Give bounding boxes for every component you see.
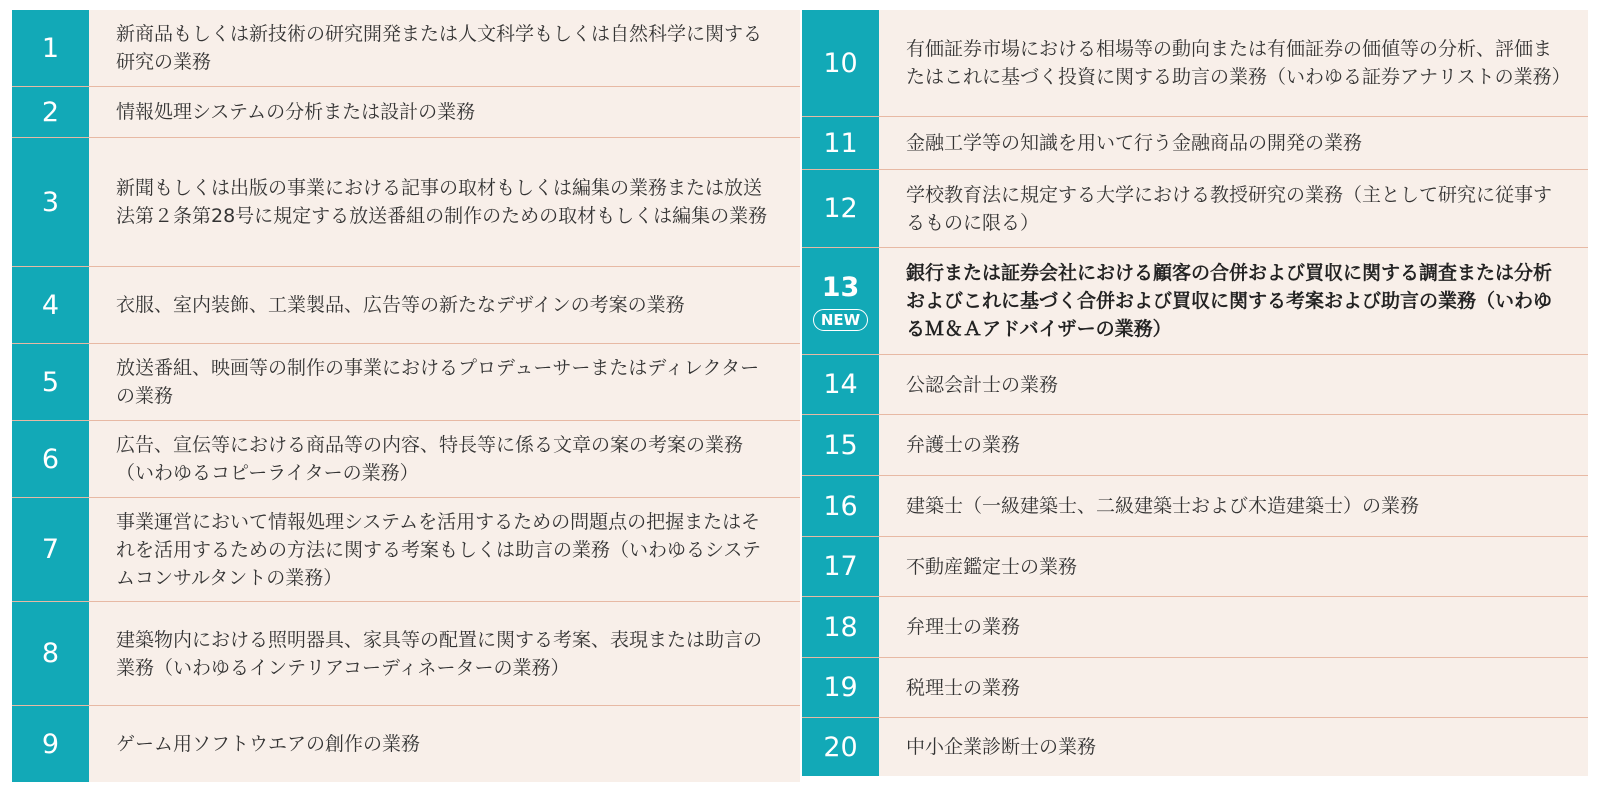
list-item xyxy=(802,658,1588,718)
list-item xyxy=(802,597,1588,658)
item-number: 10 xyxy=(802,10,879,116)
list-item xyxy=(12,498,800,602)
list-item xyxy=(802,10,1588,117)
item-number: 5 xyxy=(12,344,89,420)
list-item xyxy=(12,421,800,498)
item-number: 9 xyxy=(12,706,89,782)
list-item xyxy=(12,87,800,138)
item-text: ゲーム用ソフトウエアの創作の業務 xyxy=(89,706,800,782)
item-number: 16 xyxy=(802,476,879,536)
left-column xyxy=(12,10,800,796)
item-text: 金融工学等の知識を用いて行う金融商品の開発の業務 xyxy=(879,117,1588,169)
item-text: 放送番組、映画等の制作の事業におけるプロデューサーまたはディレクターの業務 xyxy=(89,344,800,420)
list-item xyxy=(802,537,1588,597)
item-number: 1 xyxy=(12,10,89,86)
list-item xyxy=(802,476,1588,537)
item-number: 17 xyxy=(802,537,879,596)
item-number: 7 xyxy=(12,498,89,601)
list-item xyxy=(12,344,800,421)
item-text: 弁護士の業務 xyxy=(879,415,1588,475)
item-text: 新聞もしくは出版の事業における記事の取材もしくは編集の業務または放送法第２条第28号に規定する放送番組の制作のための取材もしくは編集の業務 xyxy=(89,138,800,266)
item-text: 情報処理システムの分析または設計の業務 xyxy=(89,87,800,137)
item-text: 学校教育法に規定する大学における教授研究の業務（主として研究に従事するものに限る） xyxy=(879,170,1588,247)
list-item-highlighted xyxy=(802,248,1588,355)
list-item xyxy=(802,718,1588,776)
list-item xyxy=(802,415,1588,476)
list-item xyxy=(12,138,800,267)
item-text: 建築物内における照明器具、家具等の配置に関する考案、表現または助言の業務（いわゆるインテリアコーディネーターの業務） xyxy=(89,602,800,705)
item-text: 不動産鑑定士の業務 xyxy=(879,537,1588,596)
list-item xyxy=(12,706,800,782)
item-text: 公認会計士の業務 xyxy=(879,355,1588,414)
list-item xyxy=(802,355,1588,415)
item-text: 税理士の業務 xyxy=(879,658,1588,717)
item-number: 8 xyxy=(12,602,89,705)
item-text: 広告、宣伝等における商品等の内容、特長等に係る文章の案の考案の業務（いわゆるコピーライターの業務） xyxy=(89,421,800,497)
list-item xyxy=(12,602,800,706)
item-number-new xyxy=(802,248,879,354)
item-number: 3 xyxy=(12,138,89,266)
item-number: 2 xyxy=(12,87,89,137)
item-text: 有価証券市場における相場等の動向または有価証券の価値等の分析、評価またはこれに基づく投資に関する助言の業務（いわゆる証券アナリストの業務） xyxy=(879,10,1588,116)
right-column xyxy=(802,10,1588,796)
item-text: 銀行または証券会社における顧客の合併および買収に関する調査または分析およびこれに基づく合併および買収に関する考案および助言の業務（いわゆるＭ＆Ａアドバイザーの業務） xyxy=(879,248,1588,354)
item-text: 新商品もしくは新技術の研究開発または人文科学もしくは自然科学に関する研究の業務 xyxy=(89,10,800,86)
new-badge: NEW xyxy=(813,309,868,331)
item-text: 建築士（一級建築士、二級建築士および木造建築士）の業務 xyxy=(879,476,1588,536)
item-number: 18 xyxy=(802,597,879,657)
list-item xyxy=(12,10,800,87)
item-number: 12 xyxy=(802,170,879,247)
item-text: 弁理士の業務 xyxy=(879,597,1588,657)
item-number: 13 xyxy=(821,271,860,303)
item-number: 15 xyxy=(802,415,879,475)
item-number: 14 xyxy=(802,355,879,414)
list-item xyxy=(12,267,800,344)
item-number: 6 xyxy=(12,421,89,497)
list-item xyxy=(802,117,1588,170)
item-number: 4 xyxy=(12,267,89,343)
item-text: 衣服、室内装飾、工業製品、広告等の新たなデザインの考案の業務 xyxy=(89,267,800,343)
item-number: 11 xyxy=(802,117,879,169)
item-text: 中小企業診断士の業務 xyxy=(879,718,1588,776)
item-number: 20 xyxy=(802,718,879,776)
item-text: 事業運営において情報処理システムを活用するための問題点の把握またはそれを活用するための方法に関する考案もしくは助言の業務（いわゆるシステムコンサルタントの業務） xyxy=(89,498,800,601)
item-number: 19 xyxy=(802,658,879,717)
list-item xyxy=(802,170,1588,248)
